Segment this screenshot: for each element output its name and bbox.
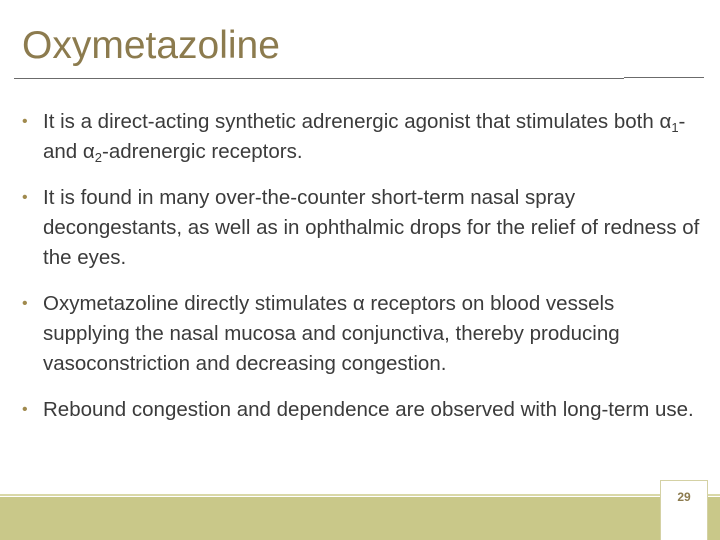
bullet-item-4 xyxy=(22,395,702,425)
page-number: 29 xyxy=(677,490,691,504)
bullet-list xyxy=(22,107,702,441)
bullet-text: Rebound congestion and dependence are observed with long-term use. xyxy=(43,398,694,421)
bullet-marker-icon: • xyxy=(22,295,28,312)
bullet-item-1 xyxy=(22,107,702,167)
title-underline xyxy=(14,78,624,79)
subscript-2: 2 xyxy=(94,150,102,165)
bullet-item-2 xyxy=(22,183,702,273)
footer-divider xyxy=(0,494,720,496)
bullet-marker-icon: • xyxy=(22,113,28,130)
bullet-marker-icon: • xyxy=(22,189,28,206)
bullet-text-part: It is a direct-acting synthetic adrenergic agonist that stimulates both α xyxy=(43,110,672,133)
title-underline-tail xyxy=(624,77,704,78)
bullet-text-part: -adrenergic receptors. xyxy=(102,140,303,163)
bullet-marker-icon: • xyxy=(22,401,28,418)
bullet-text: It is found in many over-the-counter short-term nasal spray decongestants, as well as in ophthalmic drops for the relief of redness of the eyes. xyxy=(43,186,700,269)
subscript-1: 1 xyxy=(671,120,679,135)
footer-bar xyxy=(0,497,720,540)
page-number-box xyxy=(660,480,708,540)
bullet-item-3 xyxy=(22,289,702,379)
bullet-text-part: - and α xyxy=(43,110,686,163)
slide-title: Oxymetazoline xyxy=(22,24,280,67)
bullet-text: Oxymetazoline directly stimulates α receptors on blood vessels supplying the nasal mucosa and conjunctiva, thereby producing vasoconstriction and decreasing congestion. xyxy=(43,292,620,375)
